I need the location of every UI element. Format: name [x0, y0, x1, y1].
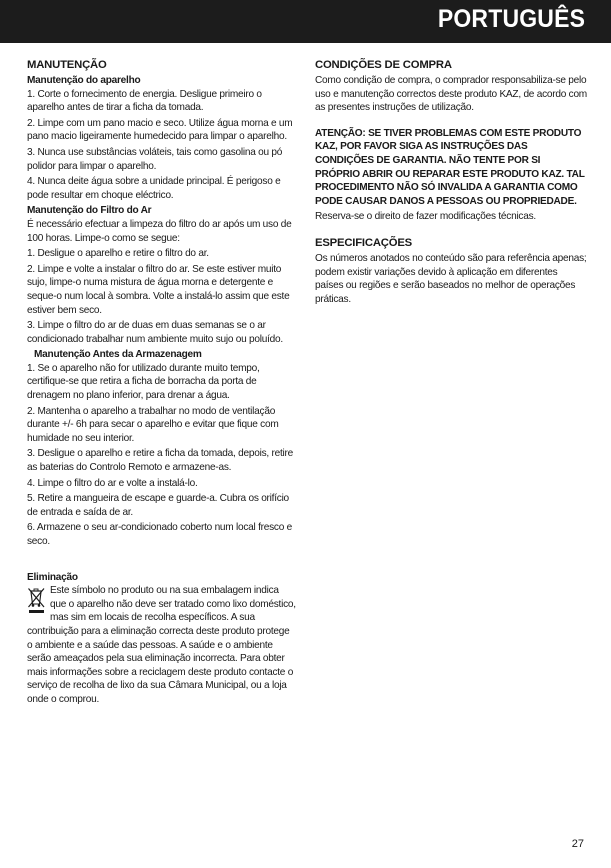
list-item: 4. Limpe o filtro do ar e volte a instalá-lo.: [27, 477, 198, 489]
air-filter-subheading: Manutenção do Filtro do Ar: [27, 205, 152, 217]
storage-subheading: Manutenção Antes da Armazenagem: [34, 349, 202, 361]
right-column: [315, 58, 587, 308]
warranty-warning: ATENÇÃO: SE TIVER PROBLEMAS COM ESTE PRODUTO KAZ, POR FAVOR SIGA AS INSTRUÇÕES DAS CONDIÇÕES DE GARANTIA. NÃO TENTE POR SI PRÓPRIO ABRIR OU REPARAR ESTE PRODUTO KAZ. TAL PROCEDIMENTO NÃO SÓ INVALIDA A GARANTIA COMO PODE CAUSAR DANOS A PESSOAS OU PROPRIEDADE.: [315, 127, 585, 207]
list-item: 4. Nunca deite água sobre a unidade principal. É perigoso e pode resultar em choque eléctrico.: [27, 176, 281, 201]
specifications-text: Os números anotados no conteúdo são para referência apenas; podem existir variações devido à aplicação em diferentes países ou regiões e serão baseados no melhor de operações práticas.: [315, 252, 587, 305]
list-item: 1. Se o aparelho não for utilizado durante muito tempo, certifique-se que retira a ficha de borracha da porta de drenagem no plano inferior, para drenar a água.: [27, 362, 260, 402]
list-item: 3. Limpe o filtro do ar de duas em duas semanas se o ar condicionado trabalhar num ambiente muito sujo ou poluído.: [27, 320, 283, 345]
list-item: 2. Limpe com um pano macio e seco. Utilize água morna e um pano macio ligeiramente humedecido para limpar o aparelho.: [27, 117, 293, 143]
specifications-heading: ESPECIFICAÇÕES: [315, 236, 413, 249]
list-item: 2. Limpe e volte a instalar o filtro do ar. Se este estiver muito sujo, limpe-o numa mistura de água morna e detergente e seque-o num local à sombra. Volte a instalá-lo assim que este estiver bem seco.: [27, 263, 290, 316]
purchase-conditions-heading: CONDIÇÕES DE COMPRA: [315, 59, 452, 71]
disposal-text: Este símbolo no produto ou na sua embalagem indica que o aparelho não deve ser tratado como lixo doméstico, mas sim em locais de recolha específicos. A sua contribuição para a eliminação correcta deste produto protege o ambiente e a saúde das pessoas. A saúde e o ambiente serão ameaçados pela sua eliminação incorrecta. Para obter mais informações sobre a reciclagem deste produto contacte o serviço de recolha de lixo da sua Câmara Municipal, ou a loja onde o comprou.: [27, 585, 296, 705]
technical-changes-note: Reserva-se o direito de fazer modificações técnicas.: [315, 211, 536, 223]
list-item: 1. Desligue o aparelho e retire o filtro do ar.: [27, 248, 209, 260]
list-item: 1. Corte o fornecimento de energia. Desligue primeiro o aparelho antes de tirar a ficha da tomada.: [27, 88, 262, 114]
appliance-maintenance-subheading: Manutenção do aparelho: [27, 75, 141, 86]
purchase-conditions-text: Como condição de compra, o comprador responsabiliza-se pelo uso e manutenção correctos deste produto KAZ, de acordo com as presentes instruções de utilização.: [315, 75, 587, 114]
list-item: 5. Retire a mangueira de escape e guarde-a. Cubra os orifício de entrada e saída de ar.: [27, 493, 289, 518]
page-number: 27: [571, 838, 584, 850]
air-filter-intro: É necessário efectuar a limpeza do filtro do ar após um uso de 100 horas. Limpe-o como se segue:: [27, 218, 292, 244]
disposal-heading: Eliminação: [27, 571, 78, 583]
header-banner: [0, 0, 611, 43]
spacer: [27, 551, 297, 571]
maintenance-heading: MANUTENÇÃO: [27, 59, 107, 71]
crossed-out-wheelie-bin-icon: [27, 586, 46, 614]
disposal-section: [27, 584, 297, 706]
list-item: 6. Armazene o seu ar-condicionado coberto num local fresco e seco.: [27, 522, 292, 547]
spacer: [315, 117, 587, 127]
list-item: 3. Desligue o aparelho e retire a ficha da tomada, depois, retire as baterias do Controlo Remoto e armazene-as.: [27, 448, 293, 474]
list-item: 3. Nunca use substâncias voláteis, tais como gasolina ou pó polidor para limpar o aparelho.: [27, 146, 283, 172]
list-item: 2. Mantenha o aparelho a trabalhar no modo de ventilação durante +/- 6h para secar o aparelho e evitar que fique com humidade no seu interior.: [27, 405, 279, 444]
language-title: PORTUGUÊS: [437, 5, 585, 33]
left-column: [27, 58, 297, 707]
spacer: [315, 226, 587, 236]
